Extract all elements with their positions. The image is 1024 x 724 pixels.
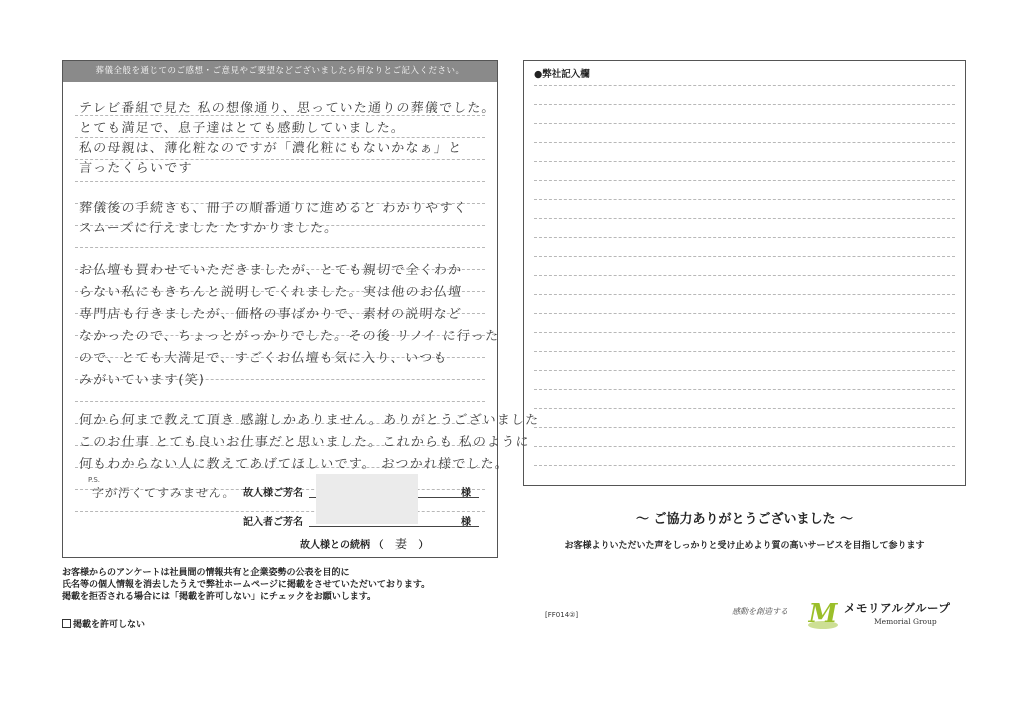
handwritten-line: テレビ番組で見た 私の想像通り、思っていた通りの葬儀でした。 (78, 101, 497, 116)
brand-name: メモリアルグループ (844, 601, 951, 615)
handwritten-line: 言ったくらいです (78, 161, 193, 176)
handwritten-line: 私の母親は、薄化粧なのですが「濃化粧にもないかなぁ」と (78, 141, 463, 156)
handwritten-line: とても満足で、息子達はとても感動していました。 (78, 121, 406, 136)
thanks-subtext: お客様よりいただいた声をしっかりと受け止めより質の高いサービスを目指して参ります (564, 541, 925, 551)
company-box (523, 60, 966, 486)
no-publish-option[interactable] (62, 617, 145, 630)
handwritten-line: 葬儀後の手続きも、冊子の順番通りに進めると わかりやすく (78, 201, 469, 216)
handwritten-line: お仏壇も買わせていただきましたが、とても親切で全くわか (78, 263, 463, 278)
notice-line: 掲載を拒否される場合には「掲載を許可しない」にチェックをお願いします。 (62, 592, 377, 602)
handwritten-line: スムーズに行えました たすかりました。 (78, 221, 340, 236)
handwritten-line: みがいています(笑) (78, 373, 206, 388)
handwritten-line: 何から何まで教えて頂き 感謝しかありません。ありがとうございました (78, 413, 540, 428)
survey-header: 葬儀全般を通じてのご感想・ご意見やご要望などございましたら何なりとご記入ください。 (63, 61, 497, 82)
company-box-title: ●弊社記入欄 (534, 69, 590, 80)
thanks-heading: 〜 ご協力ありがとうございました 〜 (635, 512, 854, 527)
honorific: 様 (461, 488, 471, 499)
handwritten-line: このお仕事 とても良いお仕事だと思いました。これからも 私のように (78, 435, 531, 450)
honorific: 様 (461, 517, 471, 528)
handwritten-line: 専門店も行きましたが、価格の事ばかりで、素材の説明など (78, 307, 463, 322)
relationship-label: 故人様との続柄 (300, 540, 370, 551)
logo-letter: M (808, 599, 838, 629)
writer-name-label: 記入者ご芳名 (243, 517, 303, 528)
handwritten-line: ので、とても大満足で、すごくお仏壇も気に入り、いつも (78, 351, 449, 366)
memorial-group-logo-icon (806, 596, 840, 630)
handwritten-line: らない私にもきちんと説明してくれました。実は他のお仏壇 (78, 285, 463, 300)
handwritten-line: なかったので、ちょっとがっかりでした。その後 リノイ に行った (78, 329, 500, 344)
handwritten-line: 何もわからない人に教えてあげてほしいです。 おつかれ様でした。 (78, 457, 510, 472)
notice-line: 氏名等の個人情報を消去したうえで弊社ホームページに掲載をさせていただいております。 (62, 580, 431, 590)
ps-text: 字が汚くてすみません。 (91, 486, 237, 500)
no-publish-checkbox[interactable] (62, 619, 71, 628)
relationship-value: 妻 (394, 537, 407, 551)
relationship-open-paren: （ (373, 540, 384, 551)
brand-name-en: Memorial Group (874, 617, 937, 626)
redacted-name-mask (316, 474, 418, 524)
privacy-notice (62, 567, 430, 603)
company-logo (732, 596, 972, 632)
notice-line: お客様からのアンケートは社員間の情報共有と企業姿勢の公表を目的に (62, 568, 350, 578)
no-publish-label: 掲載を許可しない (73, 620, 146, 630)
deceased-name-label: 故人様ご芳名 (243, 488, 303, 499)
relationship-close-paren: ） (418, 540, 429, 551)
form-code: [FF014②] (545, 611, 579, 619)
tagline: 感動を創造する (732, 607, 788, 616)
ps-label: P.S. (88, 476, 101, 484)
relationship-row (300, 535, 428, 552)
